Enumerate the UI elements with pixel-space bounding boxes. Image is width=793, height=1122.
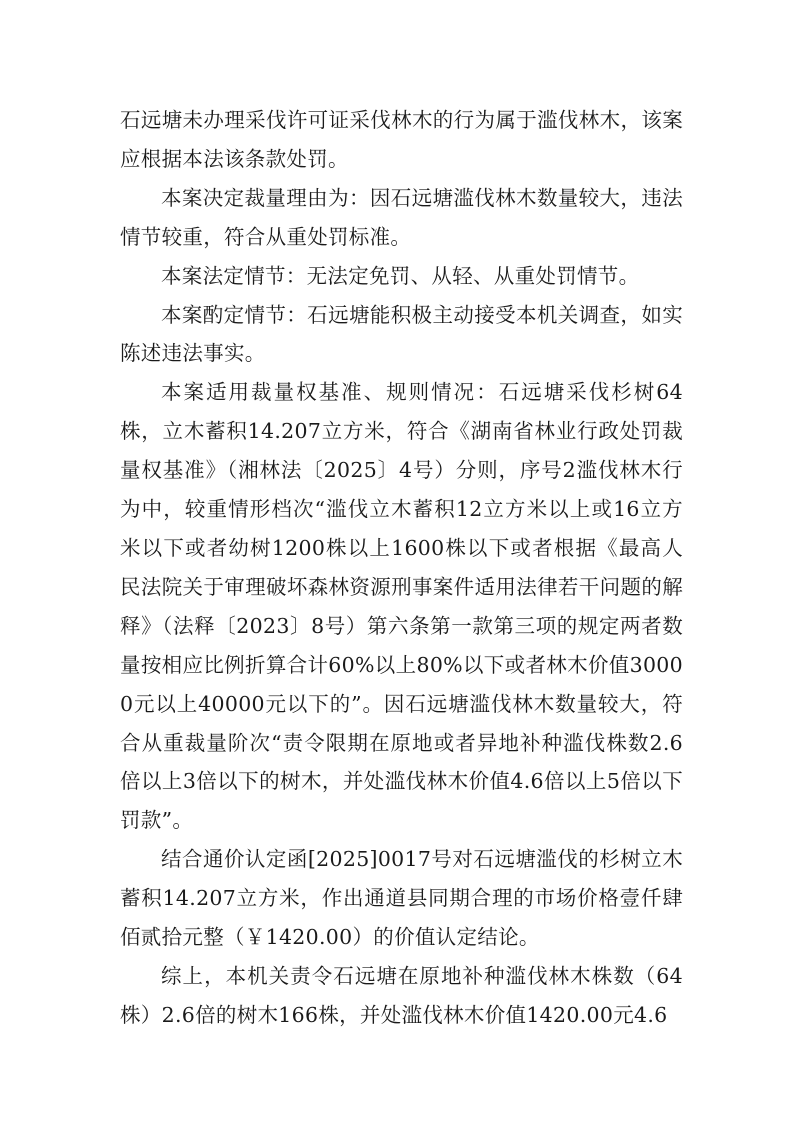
paragraph-discretion-benchmark: 本案适用裁量权基准、规则情况：石远塘采伐杉树64株，立木蓄积14.207立方米，符合《湖南省林业行政处罚裁量权基准》（湘林法〔2025〕4号）分则，序号2滥伐林木行为中，较重情形档次“滥伐立木蓄积12立方米以上或16立方米以下或者幼树1200株以上1600株以下或者根据《最高人民法院关于审理破坏森林资源刑事案件适用法律若干问题的解释》（法释〔2023〕8号）第六条第一款第三项的规定两者数量按相应比例折算合计60%以上80%以下或者林木价值30000元以上40000元以下的”。因石远塘滥伐林木数量较大，符合从重裁量阶次“责令限期在原地或者异地补种滥伐株数2.6倍以上3倍以下的树木，并处滥伐林木价值4.6倍以上5倍以下罚款”。 — [120, 380, 683, 833]
paragraph-price-appraisal: 结合通价认定函[2025]0017号对石远塘滥伐的杉树立木蓄积14.207立方米，作出通道县同期合理的市场价格壹仟肆佰贰拾元整（￥1420.00）的价值认定结论。 — [120, 847, 683, 950]
paragraph-statutory-circumstances: 本案法定情节：无法定免罚、从轻、从重处罚情节。 — [161, 263, 640, 288]
document-body — [120, 101, 683, 1035]
paragraph-discretion-reason: 本案决定裁量理由为：因石远塘滥伐林木数量较大，违法情节较重，符合从重处罚标准。 — [120, 185, 683, 249]
paragraph-discretionary-circumstances: 本案酌定情节：石远塘能积极主动接受本机关调查，如实陈述违法事实。 — [120, 302, 683, 366]
paragraph-conclusion: 综上，本机关责令石远塘在原地补种滥伐林木株数（64株）2.6倍的树木166株，并处滥伐林木价值1420.00元4.6 — [120, 963, 683, 1027]
paragraph-continuation: 石远塘未办理采伐许可证采伐林木的行为属于滥伐林木，该案应根据本法该条款处罚。 — [120, 108, 683, 171]
